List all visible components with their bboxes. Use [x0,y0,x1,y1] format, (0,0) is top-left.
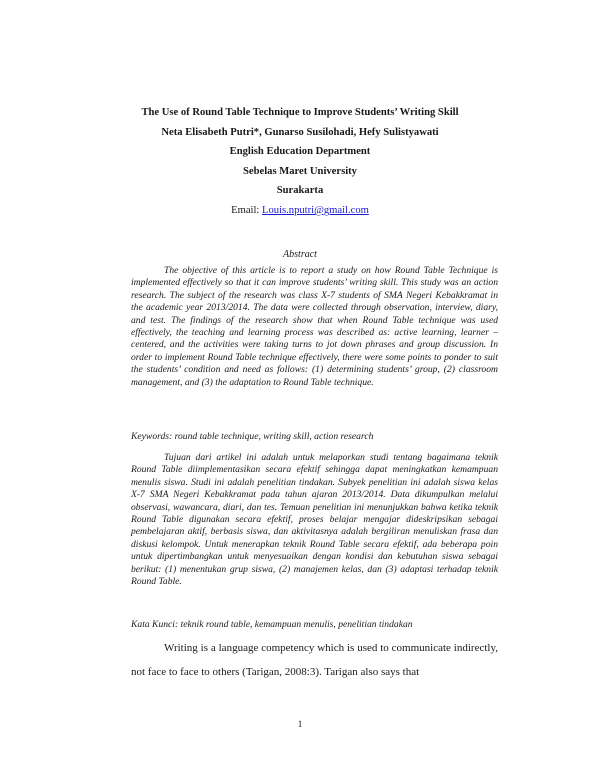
paper-header [0,103,600,221]
author-list: Neta Elisabeth Putri*, Gunarso Susilohadi, Hefy Sulistyawati [161,126,439,138]
paper-title: The Use of Round Table Technique to Improve Students’ Writing Skill [141,107,459,118]
city: Surakarta [276,185,324,197]
email-line [0,201,600,221]
keywords: Keywords: round table technique, writing skill, action research [131,431,374,442]
department: English Education Department [229,146,371,158]
email-label: Email: [231,204,263,216]
kata-kunci: Kata Kunci: teknik round table, kemampuan menulis, penelitian tindakan [131,619,413,630]
abstract-english: The objective of this article is to report a study on how Round Table Technique is implemented effectively so that it can improve students’ writing skill. This study was an action research. The subject of the research was class X-7 students of SMA Negeri Kebakkramat in the academic year 2013/2014. The data were collected through observation, interview, diary, and test. The findings of the research show that when Round Table technique was used effectively, the teaching and learning process was described as: active learning, learner – centered, and the activities were taking turns to jot down phrases and group discussion. In order to implement Round Table technique effectively, there were some points to ponder to suit the students’ condition and need as follows: (1) determining students’ group, (2) classroom management, and (3) the adaptation to Round Table technique. [131,265,498,388]
page-number: 1 [297,719,303,730]
body-paragraph: Writing is a language competency which is used to communicate indirectly, not face to face to others (Tarigan, 2008:3). Tarigan also says that [131,642,498,678]
email-link[interactable]: Louis.nputri@gmail.com [262,204,369,216]
university: Sebelas Maret University [243,165,357,177]
abstract-heading: Abstract [283,249,317,260]
abstract-indonesian: Tujuan dari artikel ini adalah untuk melaporkan studi tentang bagaimana teknik Round Table diimplementasikan secara efektif sehingga dapat meningkatkan kemampuan menulis siswa. Studi ini adalah penelitian tindakan. Subyek penelitian ini adalah siswa kelas X-7 SMA Negeri Kebakkramat pada tahun ajaran 2013/2014. Data dikumpulkan melalui observasi, wawancara, diari, dan tes. Temuan penelitian ini menunjukkan bahwa ketika teknik Round Table digunakan secara efektif, proses belajar mengajar dideskripsikan sebagai pembelajaran aktif, berbasis siswa, dan aktivitasnya adalah bergiliran menuliskan frasa dan diskusi kelompok. Untuk menerapkan teknik Round Table secara efektif, ada beberapa poin untuk dipertimbangkan untuk menyesuaikan dengan kondisi dan kebutuhan siswa sebagai berikut: (1) menentukan grup siswa, (2) manajemen kelas, dan (3) adaptasi terhadap teknik Round Table. [131,452,498,588]
